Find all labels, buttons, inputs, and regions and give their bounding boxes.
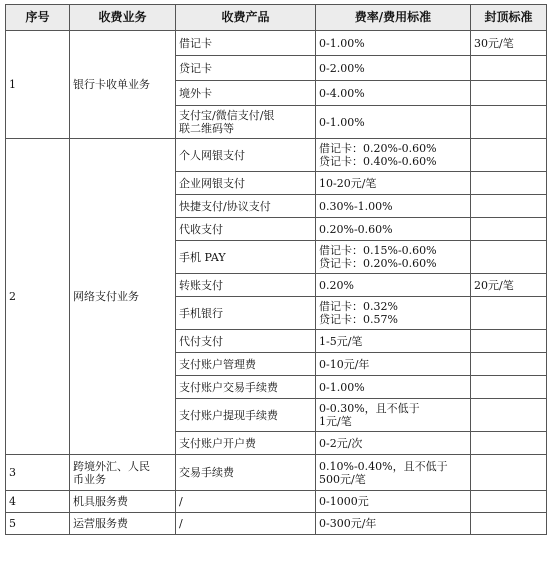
rate-cell: 10-20元/笔 xyxy=(316,172,471,195)
cap-cell xyxy=(471,195,547,218)
header-business: 收费业务 xyxy=(70,5,176,31)
product-cell: 借记卡 xyxy=(176,31,316,56)
cap-cell xyxy=(471,376,547,399)
header-cap: 封顶标准 xyxy=(471,5,547,31)
product-cell: / xyxy=(176,491,316,513)
product-cell: 转账支付 xyxy=(176,274,316,297)
rate-cell: 借记卡：0.15%-0.60% 贷记卡：0.20%-0.60% xyxy=(316,241,471,274)
cap-cell xyxy=(471,81,547,106)
cap-cell xyxy=(471,241,547,274)
rate-cell: 0-10元/年 xyxy=(316,353,471,376)
product-cell: 快捷支付/协议支付 xyxy=(176,195,316,218)
business-cell: 机具服务费 xyxy=(70,491,176,513)
seq-cell: 1 xyxy=(6,31,70,139)
rate-cell: 0.20% xyxy=(316,274,471,297)
header-rate: 费率/费用标准 xyxy=(316,5,471,31)
cap-cell xyxy=(471,399,547,432)
rate-cell: 0-4.00% xyxy=(316,81,471,106)
cap-cell xyxy=(471,56,547,81)
seq-cell: 3 xyxy=(6,455,70,491)
cap-cell xyxy=(471,432,547,455)
cap-cell xyxy=(471,455,547,491)
cap-cell xyxy=(471,106,547,139)
seq-cell: 5 xyxy=(6,513,70,535)
fee-table xyxy=(5,4,547,535)
cap-cell xyxy=(471,297,547,330)
rate-cell: 0-2元/次 xyxy=(316,432,471,455)
table-row xyxy=(6,513,547,535)
rate-cell: 0-1000元 xyxy=(316,491,471,513)
product-cell: 代收支付 xyxy=(176,218,316,241)
cap-cell: 30元/笔 xyxy=(471,31,547,56)
product-cell: 支付宝/微信支付/银 联二维码等 xyxy=(176,106,316,139)
product-cell: 个人网银支付 xyxy=(176,139,316,172)
cap-cell xyxy=(471,218,547,241)
seq-cell: 2 xyxy=(6,139,70,455)
seq-cell: 4 xyxy=(6,491,70,513)
product-cell: 支付账户管理费 xyxy=(176,353,316,376)
product-cell: 支付账户提现手续费 xyxy=(176,399,316,432)
header-seq: 序号 xyxy=(6,5,70,31)
business-cell: 运营服务费 xyxy=(70,513,176,535)
rate-cell: 0.30%-1.00% xyxy=(316,195,471,218)
product-cell: 交易手续费 xyxy=(176,455,316,491)
rate-cell: 0-300元/年 xyxy=(316,513,471,535)
cap-cell xyxy=(471,513,547,535)
product-cell: / xyxy=(176,513,316,535)
rate-cell: 0.10%-0.40%，且不低于 500元/笔 xyxy=(316,455,471,491)
product-cell: 手机银行 xyxy=(176,297,316,330)
product-cell: 支付账户交易手续费 xyxy=(176,376,316,399)
cap-cell xyxy=(471,172,547,195)
business-cell: 网络支付业务 xyxy=(70,139,176,455)
cap-cell: 20元/笔 xyxy=(471,274,547,297)
business-cell: 银行卡收单业务 xyxy=(70,31,176,139)
rate-cell: 0-1.00% xyxy=(316,31,471,56)
rate-cell: 0.20%-0.60% xyxy=(316,218,471,241)
table-row xyxy=(6,455,547,491)
product-cell: 代付支付 xyxy=(176,330,316,353)
cap-cell xyxy=(471,353,547,376)
product-cell: 境外卡 xyxy=(176,81,316,106)
header-product: 收费产品 xyxy=(176,5,316,31)
product-cell: 贷记卡 xyxy=(176,56,316,81)
rate-cell: 1-5元/笔 xyxy=(316,330,471,353)
product-cell: 企业网银支付 xyxy=(176,172,316,195)
header-row xyxy=(6,5,547,31)
rate-cell: 借记卡：0.20%-0.60% 贷记卡：0.40%-0.60% xyxy=(316,139,471,172)
table-row xyxy=(6,491,547,513)
rate-cell: 0-1.00% xyxy=(316,376,471,399)
cap-cell xyxy=(471,139,547,172)
cap-cell xyxy=(471,491,547,513)
rate-cell: 借记卡：0.32% 贷记卡：0.57% xyxy=(316,297,471,330)
table-row xyxy=(6,31,547,56)
product-cell: 手机 PAY xyxy=(176,241,316,274)
rate-cell: 0-0.30%，且不低于 1元/笔 xyxy=(316,399,471,432)
cap-cell xyxy=(471,330,547,353)
rate-cell: 0-2.00% xyxy=(316,56,471,81)
business-cell: 跨境外汇、人民 币业务 xyxy=(70,455,176,491)
table-row xyxy=(6,139,547,172)
product-cell: 支付账户开户费 xyxy=(176,432,316,455)
rate-cell: 0-1.00% xyxy=(316,106,471,139)
